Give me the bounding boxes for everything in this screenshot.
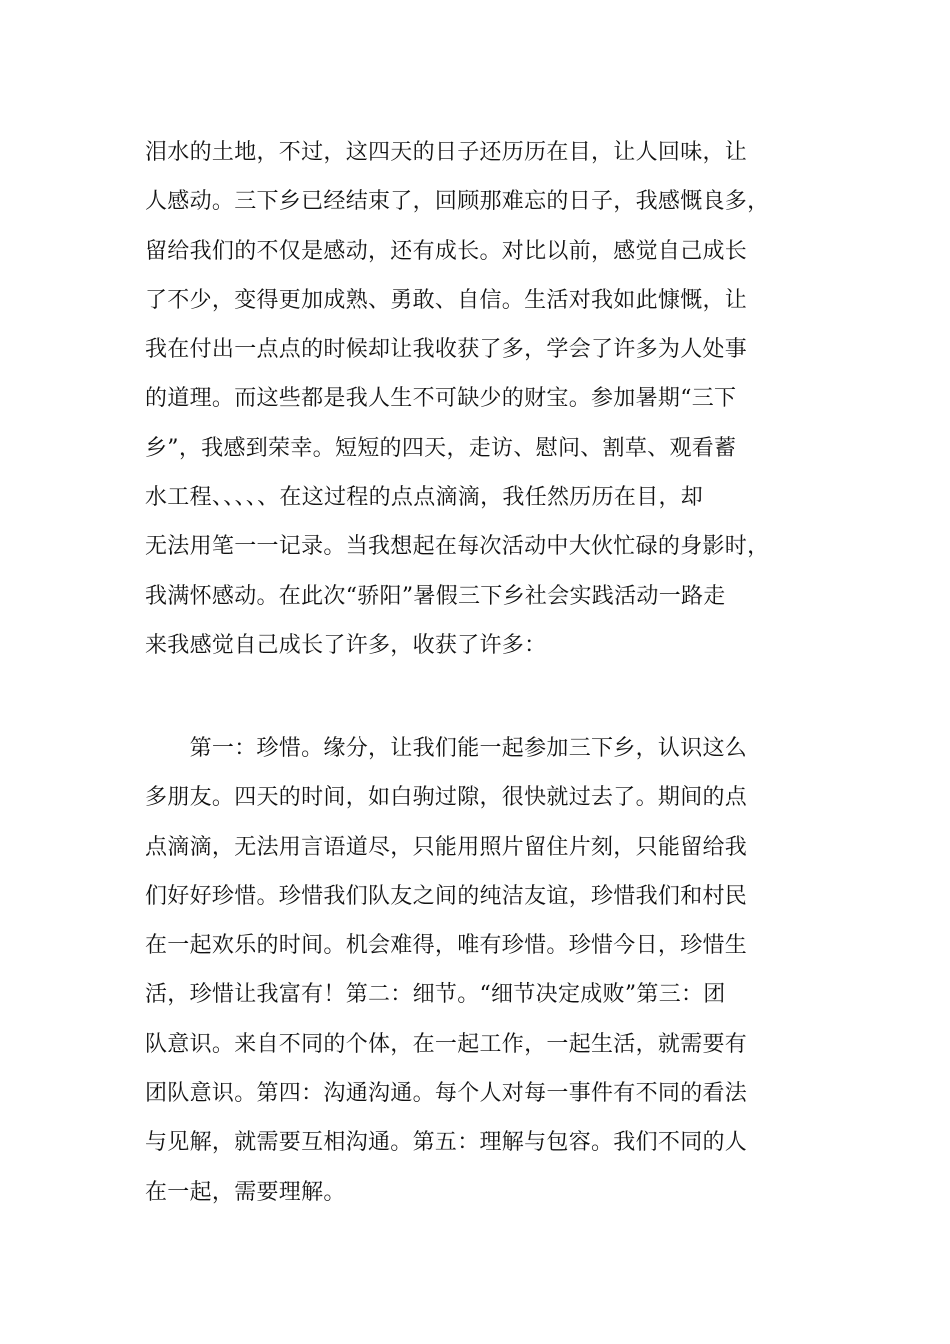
- text-line: 留给我们的不仅是感动，还有成长。对比以前，感觉自己成长: [145, 238, 748, 264]
- text-line: 我满怀感动。在此次“骄阳”暑假三下乡社会实践活动一路走: [145, 583, 726, 609]
- text-line: 团队意识。第四：沟通沟通。每个人对每一事件有不同的看法: [145, 1081, 748, 1107]
- text-line: 泪水的土地，不过，这四天的日子还历历在目，让人回味，让: [145, 140, 748, 165]
- body-paragraph-1: [145, 128, 815, 670]
- text-line: 人感动。三下乡已经结束了，回顾那难忘的日子，我感慨良多，: [145, 189, 770, 215]
- text-line: 们好好珍惜。珍惜我们队友之间的纯洁友谊，珍惜我们和村民: [145, 883, 748, 909]
- text-line: 第一：珍惜。缘分，让我们能一起参加三下乡，认识这么: [145, 736, 748, 761]
- text-line: 我在付出一点点的时候却让我收获了多，学会了许多为人处事: [145, 337, 748, 363]
- text-line: 队意识。来自不同的个体，在一起工作，一起生活，就需要有: [145, 1031, 748, 1057]
- text-line: 活，珍惜让我富有！第二：细节。“细节决定成败”第三：团: [145, 982, 726, 1008]
- body-paragraph-2: [145, 724, 815, 1217]
- text-line: 水工程、、、、、在这过程的点点滴滴，我任然历历在目，却: [145, 485, 704, 511]
- text-line: 与见解，就需要互相沟通。第五：理解与包容。我们不同的人: [145, 1130, 748, 1156]
- text-line: 在一起欢乐的时间。机会难得，唯有珍惜。珍惜今日，珍惜生: [145, 933, 748, 959]
- text-line: 无法用笔一一记录。当我想起在每次活动中大伙忙碌的身影时，: [145, 534, 770, 560]
- text-line: 的道理。而这些都是我人生不可缺少的财宝。参加暑期“三下: [145, 386, 737, 412]
- text-line: 了不少，变得更加成熟、勇敢、自信。生活对我如此慷慨，让: [145, 287, 748, 313]
- text-line: 多朋友。四天的时间，如白驹过隙，很快就过去了。期间的点: [145, 785, 748, 811]
- text-line: 点滴滴，无法用言语道尽，只能用照片留住片刻，只能留给我: [145, 834, 748, 860]
- text-line: 来我感觉自己成长了许多，收获了许多：: [145, 632, 547, 658]
- text-line: 在一起，需要理解。: [145, 1179, 346, 1205]
- text-line: 乡”，我感到荣幸。短短的四天，走访、慰问、割草、观看蓄: [145, 435, 737, 461]
